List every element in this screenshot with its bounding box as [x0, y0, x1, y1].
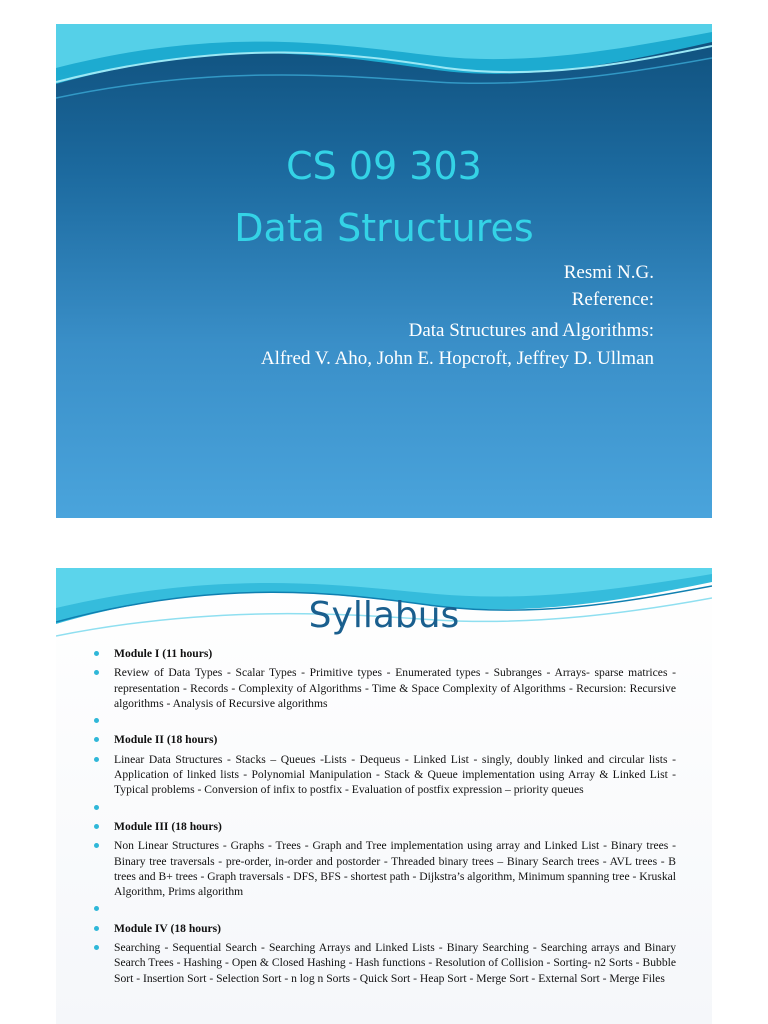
bullet-icon: [94, 843, 99, 848]
bullet-icon: [94, 824, 99, 829]
bullet-icon: [94, 805, 99, 810]
bullet-icon: [94, 737, 99, 742]
empty-bullet: [86, 800, 676, 815]
module-heading: Module IV (18 hours): [86, 921, 676, 936]
module-description: Non Linear Structures - Graphs - Trees - Graph and Tree implementation using array and Linked List - Binary trees - Binary tree traversals - pre-order, in-order and postorder - Threaded binary trees – Binary Search trees - AVL trees - B trees and B+ trees - Graph traversals - DFS, BFS - shortest path - Dijkstra’s algorithm, Minimum spanning tree - Kruskal Algorithm, Prims algorithm: [86, 838, 676, 899]
bullet-icon: [94, 757, 99, 762]
bullet-icon: [94, 718, 99, 723]
module-heading: Module I (11 hours): [86, 646, 676, 661]
module-description: Searching - Sequential Search - Searching Arrays and Linked Lists - Binary Searching - Searching arrays and Binary Search Trees - Hashing - Open & Closed Hashing - Hash functions - Resolution of Collision - Sorting- n2 Sorts - Bubble Sort - Insertion Sort - Selection Sort - n log n Sorts - Quick Sort - Heap Sort - Merge Sort - External Sort - Merge Files: [86, 940, 676, 986]
reference-label: Reference:: [571, 289, 654, 310]
bullet-icon: [94, 906, 99, 911]
module-heading: Module III (18 hours): [86, 819, 676, 834]
module-description: Review of Data Types - Scalar Types - Primitive types - Enumerated types - Subranges - Arrays- sparse matrices - representation - Records - Complexity of Algorithms - Time & Space Complexity of Algorithms - Recursion: Recursive algorithms - Analysis of Recursive algorithms: [86, 665, 676, 711]
author-name: Resmi N.G.: [563, 262, 654, 283]
module-description: Linear Data Structures - Stacks – Queues -Lists - Dequeus - Linked List - singly, doubly linked and circular lists - Application of linked lists - Polynomial Manipulation - Stack & Queue implementation using Array & Linked List - Typical problems - Conversion of infix to postfix - Evaluation of postfix expression – priority queues: [86, 752, 676, 798]
empty-bullet: [86, 901, 676, 916]
syllabus-slide: [56, 568, 712, 1024]
bullet-icon: [94, 651, 99, 656]
bullet-icon: [94, 945, 99, 950]
course-name-title: Data Structures: [234, 206, 534, 250]
book-title: Data Structures and Algorithms:: [408, 320, 654, 341]
title-slide: [56, 24, 712, 518]
syllabus-title: Syllabus: [308, 595, 460, 636]
wave-decoration: [56, 24, 712, 134]
syllabus-list: [86, 642, 676, 988]
bullet-icon: [94, 926, 99, 931]
book-authors: Alfred V. Aho, John E. Hopcroft, Jeffrey D. Ullman: [260, 348, 654, 369]
bullet-icon: [94, 670, 99, 675]
empty-bullet: [86, 713, 676, 728]
module-heading: Module II (18 hours): [86, 732, 676, 747]
course-code-title: CS 09 303: [286, 144, 482, 188]
